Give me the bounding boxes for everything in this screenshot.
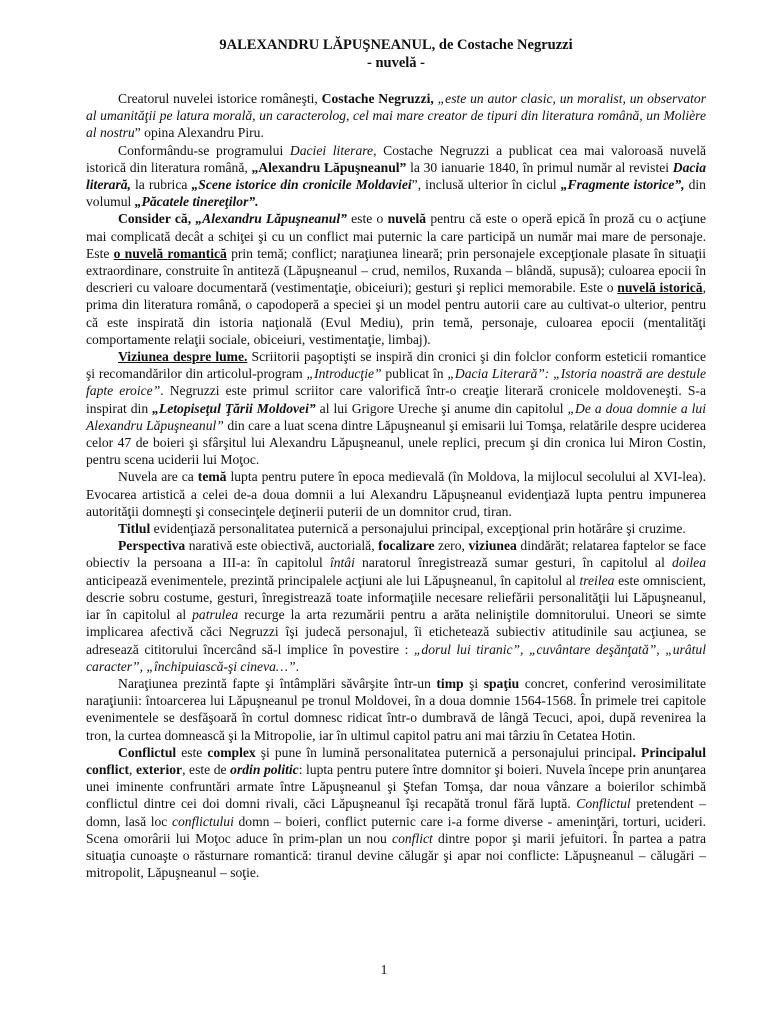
text-run: lupta pentru putere în epoca medievală (în Moldova, la mijlocul secolului al XVI-lea). Evocarea artistică a celei de-a doua domnii a lui Alexandru Lăpuşneanul evidenţiază lupta pentru impunerea autorităţii domneşti şi consecinţele deţinerii puterii de un domnitor crud, tiran.	[86, 469, 706, 519]
work-title: „Alexandru Lăpuşneanul”	[195, 211, 347, 227]
text-run: Creatorul nuvelei istorice româneşti,	[118, 91, 322, 106]
paragraph-title	[86, 520, 706, 537]
text-run: concret, conferind verosimilitate naraţiunii: întoarcerea lui Lăpuşneanul pe tronul Moldovei, în a doua domnie 1564-1568. În primele trei capitole evenimentele se desfăşoară în cortul domnesc ridicat într-o dumbravă de lângă Tecuci, apoi, după revenirea la tron, la curtea domnească şi la Mitropolie, iar în ultimul capitol patru ani mai târziu în Cetatea Hotin.	[86, 675, 706, 743]
text-run: dindărăt; relatarea faptelor se face obiectiv la persoana a III-a: în capitolul	[86, 538, 706, 571]
keyword: conflictului	[171, 813, 234, 829]
paragraph-theme	[86, 468, 706, 520]
keyword: complex	[207, 744, 256, 760]
text-run: şi	[463, 675, 484, 691]
text-run: Nuvela are ca	[118, 469, 198, 485]
chapter-title: „De a doua domnie a lui Alexandru Lăpuşneanul”	[86, 400, 706, 433]
keyword: Perspectiva	[118, 538, 186, 554]
text-run: , Costache Negruzzi a publicat cea mai valoroasă nuvelă istorică din literatura română,	[86, 142, 707, 175]
text-run: pretendent – domn, lasă loc	[86, 796, 707, 829]
paragraph-time-space	[86, 675, 706, 744]
text-run: evidenţiază personalitatea puternică a personajului principal, excepţional prin hotărâre şi cruzime.	[150, 521, 686, 537]
quote: „Dacia Literară”: „Istoria noastră are destule fapte eroice”	[86, 366, 707, 399]
text-run: : lupta pentru putere între domnitor şi boieri. Nuvela începe prin anunţarea unei iminente confruntări armate între Lăpuşneanul şi Ştefan Tomşa, dar noua vânzare a boierilor schimbă conflictul dintre cei doi domni rivali, căci Lăpuşneanul îşi recapătă tronul fără luptă.	[86, 761, 706, 812]
keyword: ordin politic	[230, 761, 299, 777]
thesis-lead: Consider că,	[118, 211, 196, 227]
document-title: 9ALEXANDRU LĂPUŞNEANUL, de Costache Negruzzi	[219, 37, 573, 53]
text-run: ,	[129, 761, 137, 777]
text-run: prin temă; conflict; naraţiunea lineară; prin personajele excepţionale plasate în situaţii extraordinare, construite în antiteză (Lăpuşneanul – crud, nemilos, Ruxanda – blândă, supusă); culoarea epocii în descrieri cu valoare documentară (vestimentaţie, obiceiuri); gesturi şi replici memorabile. Este o	[86, 245, 706, 296]
quote: „este un autor clasic, un moralist, un observator al umanităţii pe latura morală, un caracterolog, cel mai mare creator de tipuri din literatura română, un Molière al nostru	[86, 91, 707, 141]
keyword: temă	[197, 469, 227, 485]
text-run: din volumul	[86, 177, 706, 210]
keyword: viziunea	[468, 538, 517, 554]
text-run: este	[176, 744, 208, 760]
chapter-ordinal: treilea	[579, 572, 615, 588]
text-run: la 30 ianuarie 1840, în primul număr al revistei	[406, 159, 673, 175]
text-run: recurge la arta rezumării pentru a arăta neliniştile domnitorului. Uneori se simte implicarea afectivă căci Negruzzi îşi judecă personajul, îi etichetează subiectiv atitudinile sau acţiunea, se adresează cititorului încercând să-l implice în povestire :	[86, 607, 706, 657]
work-title: „Alexandru Lăpuşneanul”	[251, 159, 407, 175]
text-run: din care a luat scena dintre Lăpuşneanul şi emisarii lui Tomşa, relatările despre uciderea celor 47 de boieri şi sfârşitul lui Alexandru Lăpuşneanul, unele replici, precum şi din cronica lui Miron Costin, pentru scena uciderii lui Moţoc.	[86, 417, 706, 468]
text-run: pentru că este o operă epică în proză cu o acţiune mai complicată decât a schiţei şi cu un conflict mai puternic la care participă un număr mai mare de personaje. Este	[86, 211, 706, 261]
keyword: conflict	[392, 830, 433, 846]
document-subtitle: - nuvelă -	[367, 55, 425, 71]
text-run: anticipează evenimentele, prezintă principalele acţiuni ale lui Lăpuşneanul, în capitolul al	[86, 572, 580, 588]
text-run: este omniscient, descrie sobru costume, gesturi, înregistrează toate informaţiile necesare reliefării personalităţii lui Lăpuşneanul, iar în capitolul al	[86, 572, 706, 623]
paragraph-perspective	[86, 537, 706, 675]
keyword: timp	[436, 675, 464, 691]
text-run: , prima din literatura română, o capodoperă a speciei şi un model pentru autorii care au cultivat-o ulterior, pentru că este inspirată din istoria naţională (Evul Mediu), prin temă, personaje, culoarea epocii (mentalităţi comportamente relaţii sociale, obiceiuri, vestimentaţie, limbaj).	[86, 280, 706, 347]
text-run: , este de	[182, 761, 231, 777]
keyword: nuvelă istorică	[617, 280, 703, 296]
paragraph-publication	[86, 142, 706, 211]
paragraph-conflict	[86, 744, 706, 882]
keyword: Conflictul	[576, 796, 631, 812]
rubric-name: „Scene istorice din cronicile Moldaviei	[191, 177, 412, 193]
text-run: este o	[346, 211, 388, 227]
text-run: ”, inclusă ulterior în ciclul	[411, 177, 561, 193]
text-run: şi pune în lumină personalitatea puternică a personajului principal	[255, 744, 633, 760]
text-run: .	[295, 658, 299, 674]
chapter-ordinal: întâi	[329, 555, 355, 571]
cycle-name: „Fragmente istorice”,	[560, 177, 685, 193]
paragraph-worldview	[86, 348, 706, 468]
chapter-ordinal: patrulea	[192, 607, 239, 623]
keyword: . Principalul conflict	[86, 744, 706, 777]
text-run: publicat în	[381, 366, 448, 382]
text-run: zero,	[434, 538, 469, 554]
journal-name: Dacia literară,	[86, 159, 706, 193]
keyword: exterior	[136, 761, 183, 777]
chapter-ordinal: doilea	[672, 555, 706, 571]
keyword: Conflictul	[118, 744, 177, 760]
author-name: Costache Negruzzi,	[321, 91, 438, 106]
text-run: domn – boieri, conflict puternic care i-a forme diverse - ameninţări, torturi, ucideri. Scena omorârii lui Moţoc aduce în prim-plan un nou	[86, 813, 706, 846]
keyword: spaţiu	[483, 675, 520, 691]
text-run: narativă este obiectivă, auctorială,	[185, 538, 379, 554]
text-run: . Negruzzi este primul scriitor care valorifică într-o creaţie literară cronicele moldoveneşti. S-a inspirat din	[86, 383, 706, 416]
keyword: Titlul	[118, 521, 151, 537]
keyword: o nuvelă romantică	[113, 245, 227, 261]
section-heading: Viziunea despre lume.	[118, 349, 248, 365]
journal-name: Daciei literare	[289, 142, 374, 158]
page-number: 1	[380, 962, 388, 977]
text-run: naratorul înregistrează sumar gesturi, în capitolul al	[354, 555, 673, 571]
text-run: al lui Grigore Ureche şi anume din capitolul	[315, 400, 568, 416]
volume-name: „Păcatele tinereţilor”.	[134, 194, 259, 210]
chronicle-title: „Letopiseţul Ţării Moldovei”	[152, 400, 316, 416]
keyword: focalizare	[378, 538, 435, 554]
text-run: Conformându-se programului	[118, 142, 290, 158]
document-body	[86, 90, 706, 881]
text-run: Scriitorii paşoptişti se inspiră din cronici şi din folclor conform esteticii romantice şi recomandărilor din articolul-program	[86, 349, 706, 382]
paragraph-genre	[86, 210, 706, 348]
quote: „Introducţie”	[306, 366, 382, 382]
keyword: nuvelă	[387, 211, 427, 227]
text-run: la rubrica	[130, 177, 192, 193]
text-run: ” opina Alexandru Piru.	[134, 125, 264, 141]
text-run: Naraţiunea prezintă fapte şi întâmplări săvârşite într-un	[118, 675, 437, 691]
paragraph-intro	[86, 90, 706, 142]
text-run: dintre popor şi marii jefuitori. În partea a patra situaţia cunoaşte o răsturnare romantică: tiranul devine călugăr şi apar noi conflicte: Lăpuşneanul – călugări – mitropolit, Lăpuşneanul – soţie.	[86, 830, 706, 881]
quote: „dorul lui tiranic”, „cuvântare deşănţată”, „urâtul caracter”, „închipuiască-şi cineva…”	[86, 641, 706, 674]
